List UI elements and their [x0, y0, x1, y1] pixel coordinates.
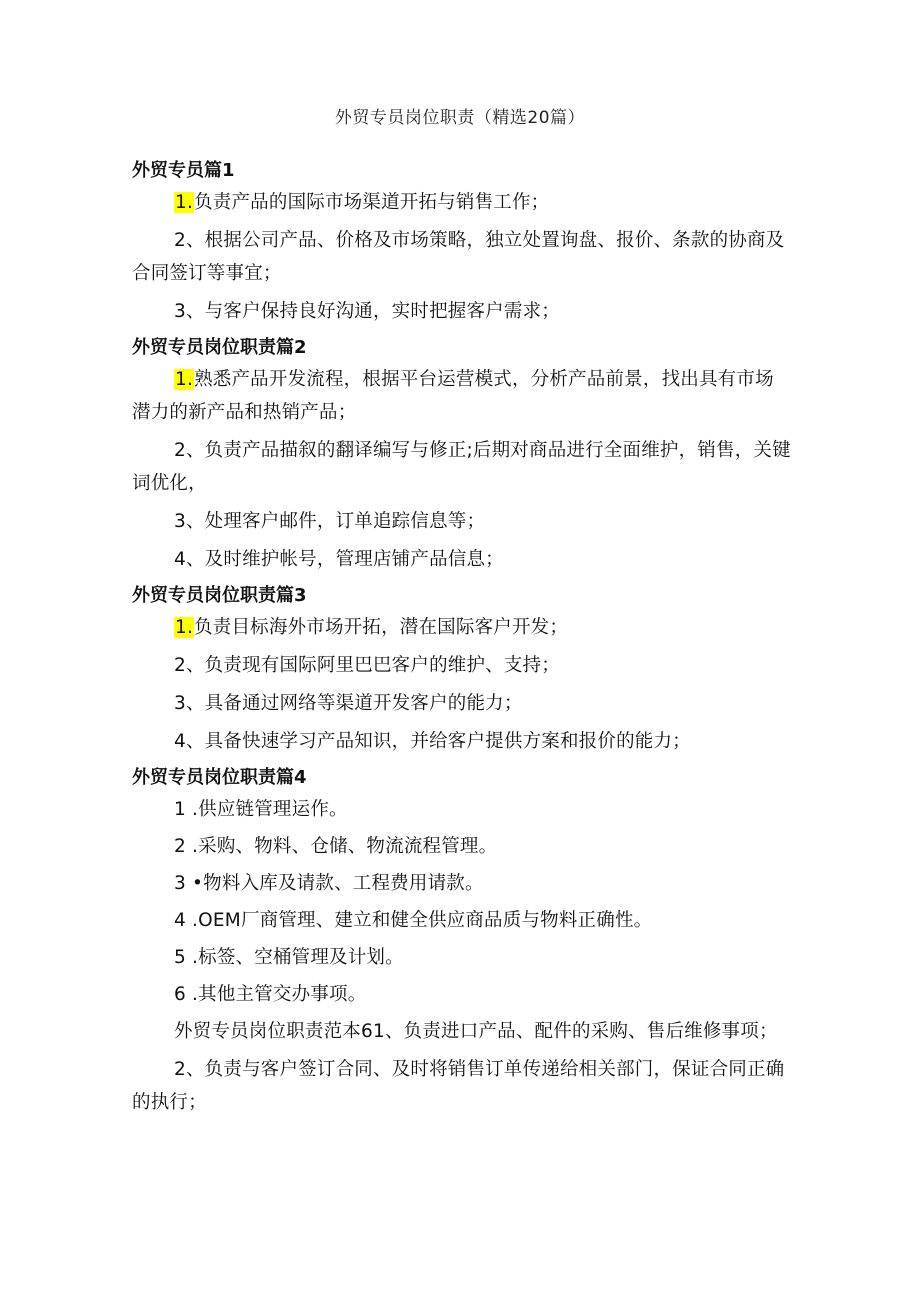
item-text: 负责目标海外市场开拓，潜在国际客户开发； — [194, 617, 569, 638]
list-item: 6 .其他主管交办事项。 — [174, 984, 367, 1005]
list-item: 外贸专员岗位职责范本61、负责进口产品、配件的采购、售后维修事项； — [174, 1021, 778, 1042]
highlighted-number: 1. — [175, 369, 194, 390]
section-heading: 外贸专员岗位职责篇2 — [132, 337, 307, 358]
section-heading: 外贸专员篇1 — [132, 160, 235, 181]
list-item: 2、负责产品描叙的翻译编写与修正;后期对商品进行全面维护，销售，关键词优化， — [132, 440, 791, 494]
highlighted-number: 1. — [175, 192, 194, 213]
list-item: 2、负责与客户签订合同、及时将销售订单传递给相关部门，保证合同正确的执行； — [132, 1059, 785, 1113]
document-title: 外贸专员岗位职责（精选20篇） — [334, 108, 586, 128]
list-item: 4、及时维护帐号，管理店铺产品信息； — [174, 549, 504, 570]
item-text: 熟悉产品开发流程，根据平台运营模式，分析产品前景，找出具有市场潜力的新产品和热销产品； — [132, 369, 774, 423]
list-item: 5 .标签、空桶管理及计划。 — [174, 947, 404, 968]
highlighted-number: 1. — [175, 617, 194, 638]
list-item: 2、负责现有国际阿里巴巴客户的维护、支持； — [174, 655, 560, 676]
section-heading: 外贸专员岗位职责篇3 — [132, 585, 307, 606]
item-text: 负责产品的国际市场渠道开拓与销售工作； — [194, 192, 550, 213]
list-item: 2、根据公司产品、价格及市场策略，独立处置询盘、报价、条款的协商及合同签订等事宜； — [132, 230, 785, 284]
section-heading: 外贸专员岗位职责篇4 — [132, 767, 307, 788]
document-body — [132, 156, 792, 1124]
list-item: 3、与客户保持良好沟通，实时把握客户需求； — [174, 301, 560, 322]
list-item: 1 .供应链管理运作。 — [174, 799, 348, 820]
list-item: 2 .采购、物料、仓储、物流流程管理。 — [174, 836, 498, 857]
list-item — [132, 611, 792, 644]
list-item — [132, 186, 792, 219]
list-item: 3、具备通过网络等渠道开发客户的能力； — [174, 693, 523, 714]
list-item: 4 .OEM厂商管理、建立和健全供应商品质与物料正确性。 — [174, 910, 653, 931]
list-item: 3 •物料入库及请款、工程费用请款。 — [174, 873, 484, 894]
list-item: 3、处理客户邮件，订单追踪信息等； — [174, 511, 486, 532]
list-item: 4、具备快速学习产品知识，并给客户提供方案和报价的能力； — [174, 731, 691, 752]
list-item — [132, 363, 792, 429]
